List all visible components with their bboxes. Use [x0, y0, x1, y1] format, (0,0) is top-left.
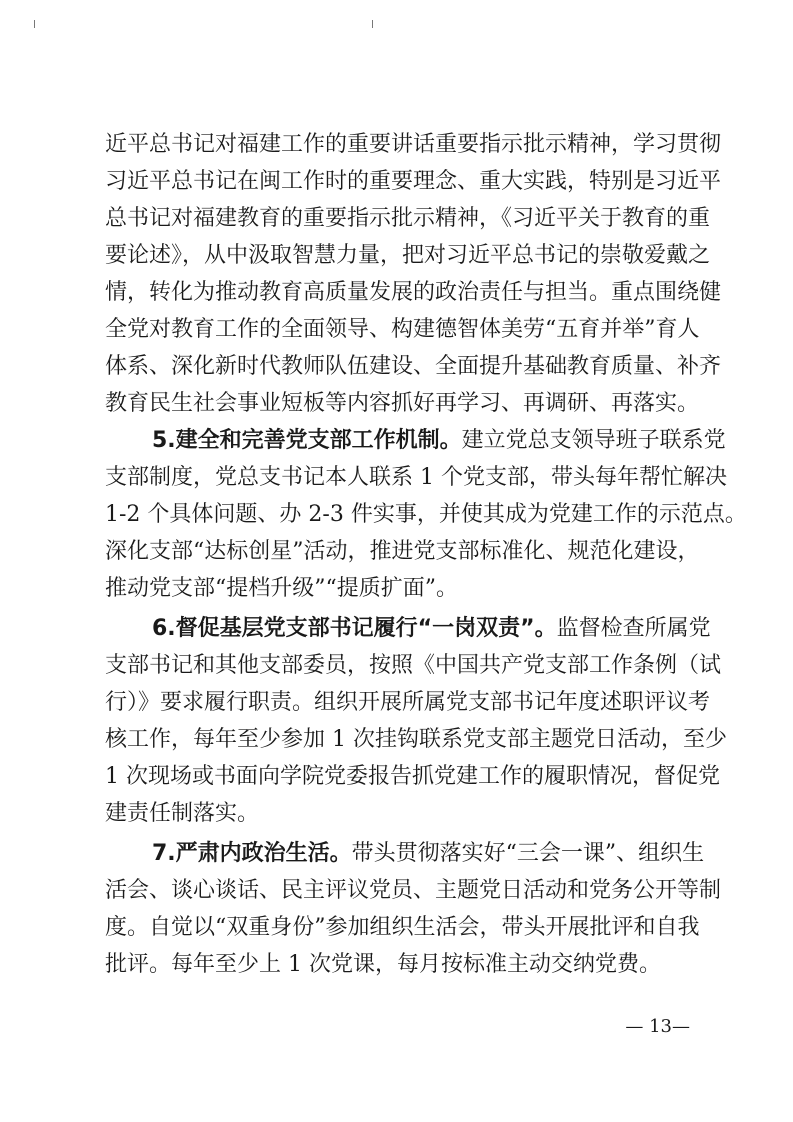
item-5-line: 深化支部“达标创星”活动，推进党支部标准化、规范化建设，	[105, 539, 700, 564]
item-6-text: 监督检查所属党	[556, 616, 711, 641]
item-6-heading: 6.督促基层党支部书记履行“一岗双责”。	[152, 616, 557, 641]
page-number: — 13—	[625, 1016, 690, 1037]
item-5-text: 建立党总支领导班子联系党	[461, 428, 726, 453]
item-7-line: 度。自觉以“双重身份”参加组织生活会，带头开展批评和自我	[105, 915, 700, 940]
paragraph-line: 近平总书记对福建工作的重要讲话重要指示批示精神，学习贯彻	[105, 132, 722, 157]
paragraph-line: 总书记对福建教育的重要指示批示精神，《习近平关于教育的重	[105, 206, 711, 231]
item-5-line: 支部制度，党总支书记本人联系 1 个党支部，带头每年帮忙解决	[105, 465, 727, 490]
item-5-line: 1-2 个具体问题、办 2-3 件实事，并使其成为党建工作的示范点。	[105, 502, 747, 527]
item-5-heading: 5.建全和完善党支部工作机制。	[152, 428, 462, 453]
paragraph-line: 要论述》，从中汲取智慧力量，把对习近平总书记的崇敬爱戴之	[105, 243, 711, 268]
item-7-line: 批评。每年至少上 1 次党课，每月按标准主动交纳党费。	[105, 952, 661, 977]
item-7-text: 带头贯彻落实好“三会一课”、组织生	[351, 841, 705, 866]
item-7-line: 活会、谈心谈话、民主评议党员、主题党日活动和党务公开等制	[105, 878, 722, 903]
item-7-first-line	[152, 840, 705, 868]
item-6-line: 行）》要求履行职责。组织开展所属党支部书记年度述职评议考	[105, 690, 711, 715]
item-6-line: 建责任制落实。	[105, 801, 260, 826]
item-6-first-line	[152, 615, 711, 643]
item-7-heading: 7.严肃内政治生活。	[152, 841, 352, 866]
paragraph-line: 习近平总书记在闽工作时的重要理念、重大实践，特别是习近平	[105, 169, 722, 194]
paragraph-line: 教育民生社会事业短板等内容抓好再学习、再调研、再落实。	[105, 391, 700, 416]
item-6-line: 支部书记和其他支部委员，按照《中国共产党支部工作条例（试	[105, 653, 722, 678]
scan-mark-center	[372, 20, 373, 28]
paragraph-line: 体系、深化新时代教师队伍建设、全面提升基础教育质量、补齐	[105, 354, 722, 379]
scan-mark-left	[34, 20, 35, 28]
item-6-line: 1 次现场或书面向学院党委报告抓党建工作的履职情况，督促党	[105, 764, 720, 789]
paragraph-line: 情，转化为推动教育高质量发展的政治责任与担当。重点围绕健	[105, 280, 722, 305]
item-5-line: 推动党支部“提档升级”“提质扩面”。	[105, 576, 458, 601]
paragraph-line: 全党对教育工作的全面领导、构建德智体美劳“五育并举”育人	[105, 317, 700, 342]
item-6-line: 核工作，每年至少参加 1 次挂钩联系党支部主题党日活动，至少	[105, 727, 727, 752]
item-5-first-line	[152, 427, 726, 455]
